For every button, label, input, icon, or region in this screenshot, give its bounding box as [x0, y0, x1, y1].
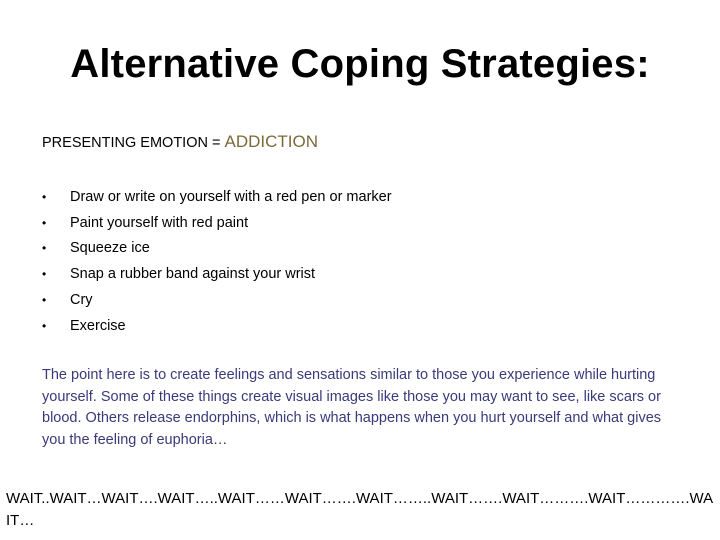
bullet-icon: • — [42, 267, 47, 282]
list-item — [42, 236, 392, 262]
slide-title: Alternative Coping Strategies: — [70, 42, 650, 86]
bullet-icon: • — [42, 293, 47, 308]
list-item — [42, 261, 392, 287]
presenting-emotion-value: ADDICTION — [224, 132, 318, 151]
strategy-list — [42, 184, 392, 339]
strategy-text: Exercise — [70, 317, 126, 334]
strategy-text: Squeeze ice — [70, 240, 150, 257]
presenting-emotion-label: PRESENTING EMOTION = — [42, 135, 225, 151]
bullet-icon: • — [42, 241, 47, 256]
list-item — [42, 210, 392, 236]
bullet-icon: • — [42, 215, 47, 230]
list-item — [42, 184, 392, 210]
strategy-text: Draw or write on yourself with a red pen or marker — [70, 188, 392, 205]
list-item — [42, 313, 392, 339]
strategy-text: Cry — [70, 292, 93, 309]
strategy-text: Snap a rubber band against your wrist — [70, 266, 316, 283]
strategy-text: Paint yourself with red paint — [70, 214, 249, 231]
bullet-icon: • — [42, 318, 47, 333]
bullet-icon: • — [42, 189, 47, 204]
presenting-emotion — [42, 132, 318, 152]
explanation-paragraph: The point here is to create feelings and sensations similar to those you experience while hurting yourself. Some of these things create visual images like those you may want to see, like scars or blood. Others release endorphins, which is what happens when you hurt yourself and what gives you the feeling of euphoria… — [42, 367, 662, 448]
list-item — [42, 287, 392, 313]
wait-text: WAIT..WAIT…WAIT….WAIT…..WAIT……WAIT…….WAIT……..WAIT…….WAIT……….WAIT………….WAIT… — [6, 490, 714, 529]
